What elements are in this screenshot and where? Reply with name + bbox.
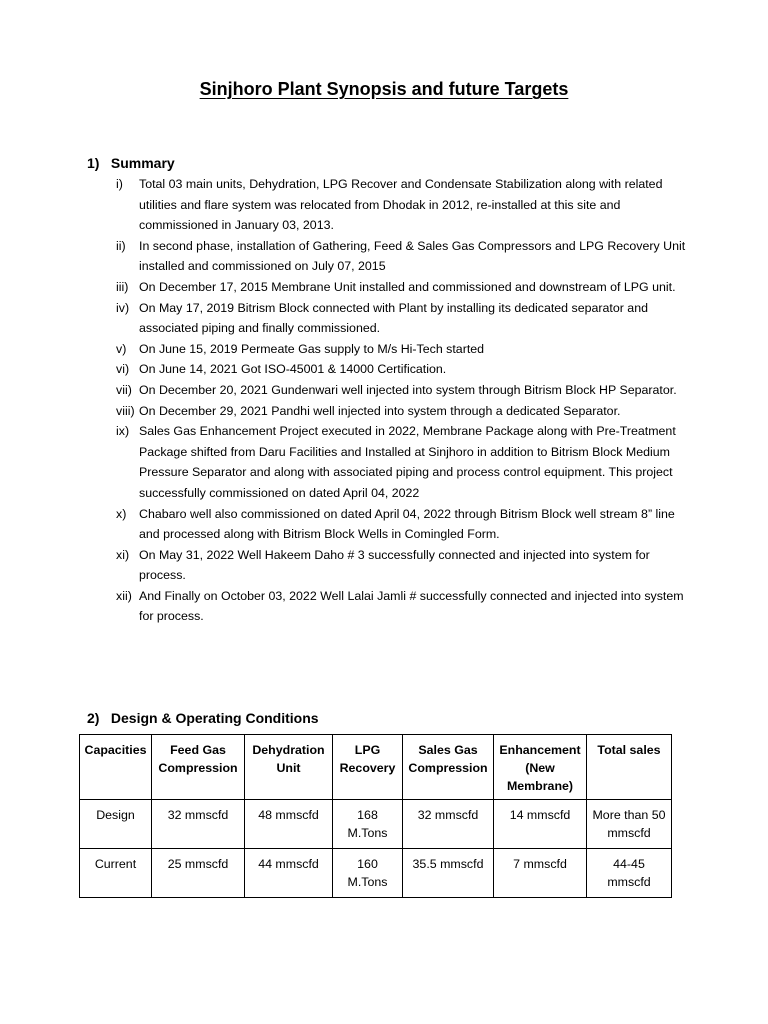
summary-item xyxy=(108,339,688,360)
table-header-cell: Capacities xyxy=(80,735,152,800)
summary-marker: x) xyxy=(116,506,127,521)
table-cell: 32 mmscfd xyxy=(403,800,494,849)
summary-text: On May 17, 2019 Bitrism Block connected with Plant by installing its dedicated separator and associated piping and finally commissioned. xyxy=(139,300,648,336)
table-header-cell: Sales Gas Compression xyxy=(403,735,494,800)
summary-item xyxy=(108,421,688,503)
summary-item xyxy=(108,236,688,277)
summary-title: Summary xyxy=(110,155,175,171)
table-header-cell: Enhancement (New Membrane) xyxy=(494,735,587,800)
summary-marker: vi) xyxy=(116,362,130,377)
summary-item xyxy=(108,401,688,422)
table-cell: 32 mmscfd xyxy=(152,800,245,849)
summary-item xyxy=(108,298,688,339)
table-row xyxy=(80,849,672,898)
summary-marker: i) xyxy=(116,177,123,191)
summary-item xyxy=(108,586,688,627)
summary-text: On December 29, 2021 Pandhi well injected into system through a dedicated Separator. xyxy=(139,403,621,418)
table-header-cell: Feed Gas Compression xyxy=(152,735,245,800)
summary-list xyxy=(108,174,688,627)
summary-item xyxy=(108,174,688,236)
summary-item xyxy=(108,359,688,380)
page-title: Sinjhoro Plant Synopsis and future Targets xyxy=(199,79,569,99)
summary-item xyxy=(108,545,688,586)
table-cell: 168 M.Tons xyxy=(333,800,403,849)
table-cell: Design xyxy=(80,800,152,849)
table-header-cell: LPG Recovery xyxy=(333,735,403,800)
summary-text: On June 14, 2021 Got ISO-45001 & 14000 Certification. xyxy=(139,362,447,377)
design-heading xyxy=(87,710,319,726)
summary-text: Total 03 main units, Dehydration, LPG Recover and Condensate Stabilization along with related utilities and flare system was relocated from Dhodak in 2012, re-installed at this site and commissioned in January 03, 2013. xyxy=(139,177,663,233)
summary-text: Chabaro well also commissioned on dated April 04, 2022 through Bitrism Block well stream 8” line and processed along with Bitrism Block Wells in Comingled Form. xyxy=(139,506,675,542)
summary-text: On December 20, 2021 Gundenwari well injected into system through Bitrism Block HP Separator. xyxy=(139,382,677,397)
summary-text: Sales Gas Enhancement Project executed in 2022, Membrane Package along with Pre-Treatment Package shifted from Daru Facilities and Installed at Sinjhoro in addition to Bitrism Block Medium Pressure Separator and along with associated piping and process control equipment. This project successfully commissioned on dated April 04, 2022 xyxy=(139,424,676,500)
summary-item xyxy=(108,277,688,298)
summary-marker: vii) xyxy=(116,382,132,397)
table-header-cell: Dehydration Unit xyxy=(245,735,333,800)
table-header-cell: Total sales xyxy=(587,735,672,800)
table-cell: 7 mmscfd xyxy=(494,849,587,898)
summary-text: On May 31, 2022 Well Hakeem Daho # 3 successfully connected and injected into system for process. xyxy=(139,547,650,583)
summary-heading xyxy=(87,155,175,171)
summary-item xyxy=(108,504,688,545)
summary-marker: xii) xyxy=(116,588,132,603)
summary-text: On December 17, 2015 Membrane Unit installed and commissioned and downstream of LPG unit. xyxy=(139,279,676,294)
summary-number: 1) xyxy=(87,155,100,171)
design-number: 2) xyxy=(87,710,100,726)
table-cell: 160 M.Tons xyxy=(333,849,403,898)
summary-text: On June 15, 2019 Permeate Gas supply to M/s Hi-Tech started xyxy=(139,341,485,356)
summary-marker: iii) xyxy=(116,279,129,294)
summary-marker: ii) xyxy=(116,238,126,253)
summary-marker: viii) xyxy=(116,403,135,418)
summary-marker: xi) xyxy=(116,547,130,562)
design-title: Design & Operating Conditions xyxy=(110,710,319,726)
summary-marker: ix) xyxy=(116,424,130,439)
table-header-row xyxy=(80,735,672,800)
table-cell: 25 mmscfd xyxy=(152,849,245,898)
table-cell: 35.5 mmscfd xyxy=(403,849,494,898)
table-cell: Current xyxy=(80,849,152,898)
summary-text: And Finally on October 03, 2022 Well Lalai Jamli # successfully connected and injected into system for process. xyxy=(139,588,684,624)
table-cell: 44-45 mmscfd xyxy=(587,849,672,898)
design-operating-table xyxy=(79,734,672,898)
summary-item xyxy=(108,380,688,401)
summary-marker: iv) xyxy=(116,300,130,315)
table-cell: 44 mmscfd xyxy=(245,849,333,898)
summary-text: In second phase, installation of Gathering, Feed & Sales Gas Compressors and LPG Recovery Unit installed and commissioned on July 07, 2015 xyxy=(139,238,686,274)
summary-marker: v) xyxy=(116,341,127,356)
table-cell: More than 50 mmscfd xyxy=(587,800,672,849)
table-row xyxy=(80,800,672,849)
table-cell: 48 mmscfd xyxy=(245,800,333,849)
table-cell: 14 mmscfd xyxy=(494,800,587,849)
